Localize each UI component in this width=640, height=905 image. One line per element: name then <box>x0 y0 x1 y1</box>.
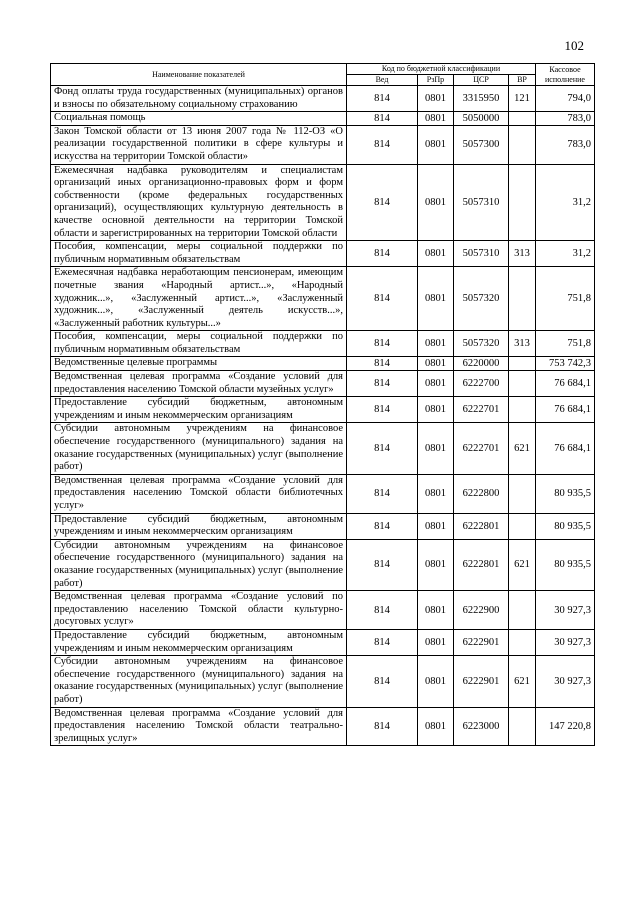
row-name: Пособия, компенсации, меры социальной поддержки по публичным нормативным обязательствам <box>51 241 347 267</box>
row-rzpr: 0801 <box>418 397 454 423</box>
table-row <box>51 591 595 630</box>
row-rzpr: 0801 <box>418 371 454 397</box>
row-amount: 30 927,3 <box>536 591 595 630</box>
header-rzpr: РзПр <box>418 75 454 86</box>
budget-table <box>50 63 595 746</box>
header-csr: ЦСР <box>454 75 509 86</box>
row-amount: 76 684,1 <box>536 423 595 474</box>
row-name: Ведомственная целевая программа «Создание условий для предоставления населению Томской области музейных услуг» <box>51 371 347 397</box>
row-amount: 31,2 <box>536 241 595 267</box>
row-csr: 6220000 <box>454 357 509 371</box>
row-csr: 6222900 <box>454 591 509 630</box>
row-amount: 751,8 <box>536 331 595 357</box>
row-csr: 6222801 <box>454 513 509 539</box>
row-name: Предоставление субсидий бюджетным, автономным учреждениям и иным некоммерческим организациям <box>51 513 347 539</box>
row-name: Фонд оплаты труда государственных (муниципальных) органов и взносы по обязательному социальному страхованию <box>51 86 347 112</box>
page-number: 102 <box>564 38 584 53</box>
header-code-group: Код по бюджетной классификации <box>347 64 536 75</box>
row-ved: 814 <box>347 241 418 267</box>
row-vr: 621 <box>509 656 536 707</box>
table-row <box>51 423 595 474</box>
row-name: Субсидии автономным учреждениям на финансовое обеспечение государственного (муниципального) задания на оказание государственных (муниципальных) услуг (выполнение работ) <box>51 539 347 590</box>
row-csr: 6222801 <box>454 539 509 590</box>
row-csr: 6222901 <box>454 656 509 707</box>
row-amount: 147 220,8 <box>536 707 595 746</box>
row-name: Ведомственная целевая программа «Создание условий для предоставления населению Томской области библиотечных услуг» <box>51 474 347 513</box>
row-rzpr: 0801 <box>418 86 454 112</box>
row-name: Ведомственные целевые программы <box>51 357 347 371</box>
row-amount: 751,8 <box>536 267 595 331</box>
row-name: Ежемесячная надбавка неработающим пенсионерам, имеющим почетные звания «Народный артист...», «Народный художник...», «Заслуженный артист...», «Заслуженный художник...», «Заслуженный деятель искусств...», «Заслуженный работник культуры...» <box>51 267 347 331</box>
row-csr: 6222901 <box>454 629 509 655</box>
row-csr: 3315950 <box>454 86 509 112</box>
table-row <box>51 397 595 423</box>
table-header <box>51 64 595 86</box>
row-vr: 621 <box>509 539 536 590</box>
table-row <box>51 267 595 331</box>
row-csr: 5050000 <box>454 112 509 126</box>
row-ved: 814 <box>347 125 418 164</box>
row-name: Ведомственная целевая программа «Создание условий для предоставления населению Томской области театрально-зрелищных услуг» <box>51 707 347 746</box>
row-rzpr: 0801 <box>418 357 454 371</box>
row-csr: 6222800 <box>454 474 509 513</box>
row-ved: 814 <box>347 267 418 331</box>
table-row <box>51 112 595 126</box>
row-ved: 814 <box>347 357 418 371</box>
row-ved: 814 <box>347 629 418 655</box>
row-vr: 121 <box>509 86 536 112</box>
row-amount: 31,2 <box>536 164 595 241</box>
row-name: Закон Томской области от 13 июня 2007 года № 112-ОЗ «О реализации государственной политики в сфере культуры и искусства на территории Томской области» <box>51 125 347 164</box>
row-name: Предоставление субсидий бюджетным, автономным учреждениям и иным некоммерческим организациям <box>51 629 347 655</box>
row-amount: 80 935,5 <box>536 474 595 513</box>
row-ved: 814 <box>347 423 418 474</box>
row-vr: 313 <box>509 241 536 267</box>
row-name: Ежемесячная надбавка руководителям и специалистам организаций иных организационно-правовых форм и форм собственности (кроме федеральных государственных организаций), осуществляющих культурную деятельность в качестве основной деятельности на территории Томской области и зарегистрированных на территории Томской области <box>51 164 347 241</box>
row-rzpr: 0801 <box>418 125 454 164</box>
row-rzpr: 0801 <box>418 267 454 331</box>
row-rzpr: 0801 <box>418 423 454 474</box>
row-vr <box>509 591 536 630</box>
table-row <box>51 86 595 112</box>
header-vr: ВР <box>509 75 536 86</box>
row-ved: 814 <box>347 164 418 241</box>
table-row <box>51 629 595 655</box>
table-row <box>51 164 595 241</box>
row-ved: 814 <box>347 86 418 112</box>
header-ved: Вед <box>347 75 418 86</box>
row-vr: 313 <box>509 331 536 357</box>
row-name: Ведомственная целевая программа «Создание условий по предоставлению населению Томской области культурно-досуговых услуг» <box>51 591 347 630</box>
row-rzpr: 0801 <box>418 474 454 513</box>
row-csr: 5057320 <box>454 267 509 331</box>
row-amount: 76 684,1 <box>536 371 595 397</box>
row-ved: 814 <box>347 331 418 357</box>
row-vr <box>509 707 536 746</box>
row-vr <box>509 397 536 423</box>
row-amount: 30 927,3 <box>536 656 595 707</box>
row-rzpr: 0801 <box>418 591 454 630</box>
row-amount: 783,0 <box>536 125 595 164</box>
row-amount: 76 684,1 <box>536 397 595 423</box>
row-csr: 6222701 <box>454 397 509 423</box>
row-rzpr: 0801 <box>418 241 454 267</box>
row-amount: 80 935,5 <box>536 513 595 539</box>
table-row <box>51 656 595 707</box>
row-name: Предоставление субсидий бюджетным, автономным учреждениям и иным некоммерческим организациям <box>51 397 347 423</box>
table-row <box>51 707 595 746</box>
table-row <box>51 371 595 397</box>
row-ved: 814 <box>347 397 418 423</box>
table-row <box>51 357 595 371</box>
row-csr: 6223000 <box>454 707 509 746</box>
row-vr: 621 <box>509 423 536 474</box>
row-vr <box>509 513 536 539</box>
row-rzpr: 0801 <box>418 629 454 655</box>
row-ved: 814 <box>347 371 418 397</box>
row-csr: 5057320 <box>454 331 509 357</box>
row-name: Субсидии автономным учреждениям на финансовое обеспечение государственного (муниципального) задания на оказание государственных (муниципальных) услуг (выполнение работ) <box>51 656 347 707</box>
table-body <box>51 86 595 746</box>
row-amount: 80 935,5 <box>536 539 595 590</box>
row-rzpr: 0801 <box>418 513 454 539</box>
row-amount: 794,0 <box>536 86 595 112</box>
table-row <box>51 241 595 267</box>
table-row <box>51 539 595 590</box>
row-vr <box>509 125 536 164</box>
row-amount: 783,0 <box>536 112 595 126</box>
row-vr <box>509 357 536 371</box>
row-csr: 6222701 <box>454 423 509 474</box>
row-csr: 5057310 <box>454 241 509 267</box>
row-vr <box>509 267 536 331</box>
table-row <box>51 513 595 539</box>
row-rzpr: 0801 <box>418 331 454 357</box>
row-rzpr: 0801 <box>418 707 454 746</box>
row-vr <box>509 629 536 655</box>
row-vr <box>509 164 536 241</box>
header-name: Наименование показателей <box>51 64 347 86</box>
row-ved: 814 <box>347 112 418 126</box>
row-ved: 814 <box>347 474 418 513</box>
row-name: Субсидии автономным учреждениям на финансовое обеспечение государственного (муниципального) задания на оказание государственных (муниципальных) услуг (выполнение работ) <box>51 423 347 474</box>
table-row <box>51 331 595 357</box>
row-rzpr: 0801 <box>418 539 454 590</box>
row-vr <box>509 112 536 126</box>
row-name: Пособия, компенсации, меры социальной поддержки по публичным нормативным обязательствам <box>51 331 347 357</box>
row-ved: 814 <box>347 707 418 746</box>
row-amount: 753 742,3 <box>536 357 595 371</box>
row-csr: 5057310 <box>454 164 509 241</box>
table-row <box>51 474 595 513</box>
row-vr <box>509 371 536 397</box>
header-amount: Кассовое исполнение <box>536 64 595 86</box>
row-rzpr: 0801 <box>418 656 454 707</box>
row-amount: 30 927,3 <box>536 629 595 655</box>
row-csr: 6222700 <box>454 371 509 397</box>
row-ved: 814 <box>347 591 418 630</box>
row-name: Социальная помощь <box>51 112 347 126</box>
row-rzpr: 0801 <box>418 164 454 241</box>
row-rzpr: 0801 <box>418 112 454 126</box>
row-csr: 5057300 <box>454 125 509 164</box>
table-row <box>51 125 595 164</box>
row-ved: 814 <box>347 513 418 539</box>
row-ved: 814 <box>347 656 418 707</box>
row-vr <box>509 474 536 513</box>
row-ved: 814 <box>347 539 418 590</box>
